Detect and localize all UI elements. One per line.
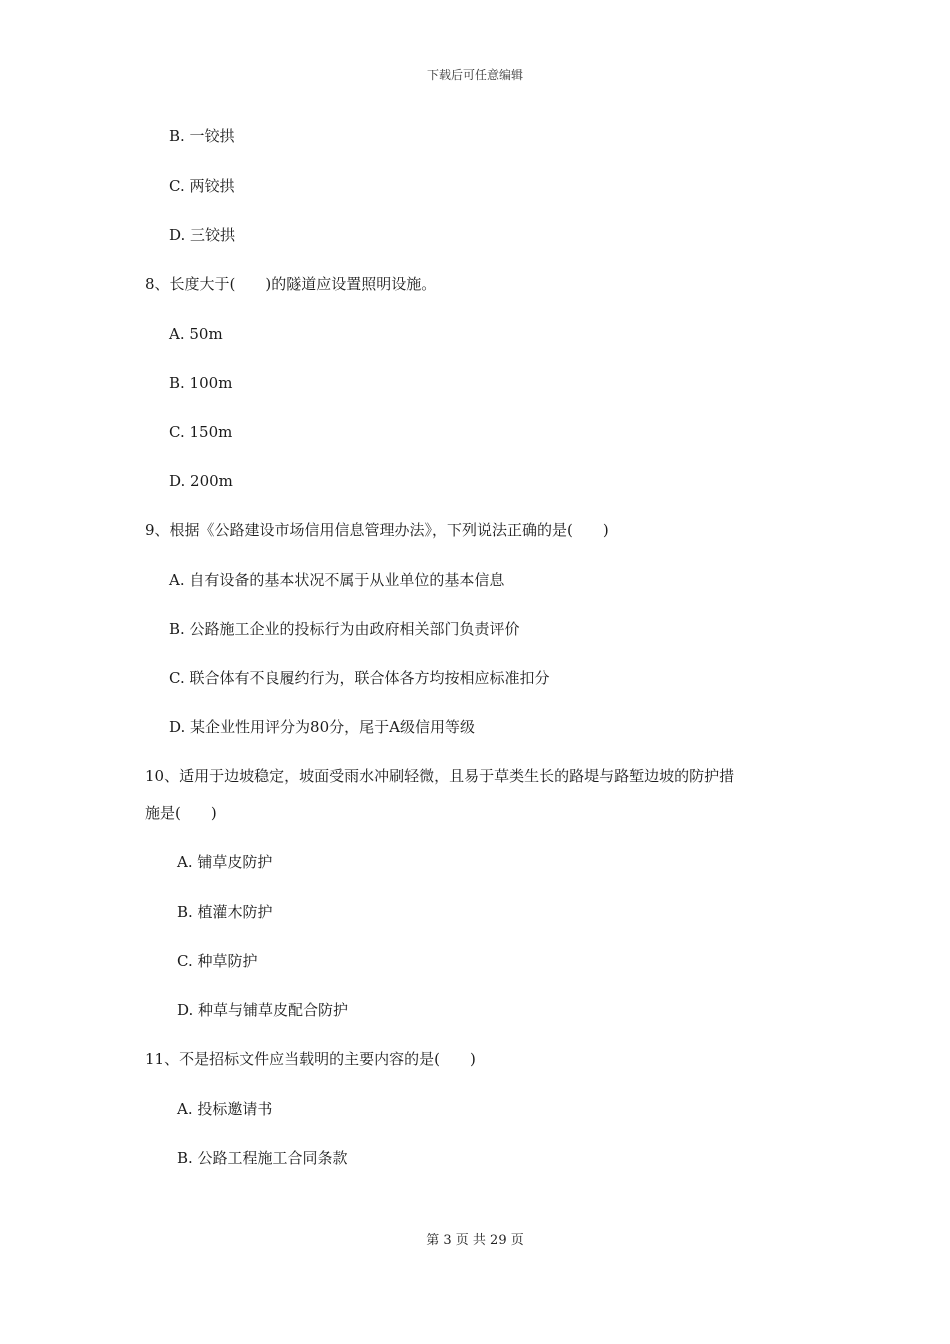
q7-option-b: B. 一铰拱 — [169, 127, 235, 145]
q10-stem-line1: 10、适用于边坡稳定，坡面受雨水冲刷轻微，且易于草类生长的路堤与路堑边坡的防护措 — [145, 767, 735, 785]
q8-option-b: B. 100m — [169, 374, 233, 392]
q9-option-c: C. 联合体有不良履约行为，联合体各方均按相应标准扣分 — [169, 669, 550, 687]
page-header-note: 下载后可任意编辑 — [426, 68, 523, 82]
q8-option-c: C. 150m — [169, 423, 233, 441]
q9-option-b: B. 公路施工企业的投标行为由政府相关部门负责评价 — [169, 620, 520, 638]
q10-stem-line2: 施是( ) — [145, 804, 217, 822]
q8-stem: 8、长度大于( )的隧道应设置照明设施。 — [145, 275, 437, 293]
page-number: 第 3 页 共 29 页 — [426, 1233, 524, 1248]
q10-option-a: A. 铺草皮防护 — [177, 853, 273, 871]
q9-option-a: A. 自有设备的基本状况不属于从业单位的基本信息 — [169, 571, 505, 589]
q8-option-a: A. 50m — [169, 325, 223, 343]
q11-option-b: B. 公路工程施工合同条款 — [177, 1149, 348, 1167]
q9-stem: 9、根据《公路建设市场信用信息管理办法》，下列说法正确的是( ) — [145, 521, 609, 539]
q10-option-c: C. 种草防护 — [177, 952, 258, 970]
q11-option-a: A. 投标邀请书 — [177, 1100, 273, 1118]
q7-option-d: D. 三铰拱 — [169, 226, 236, 244]
q10-option-d: D. 种草与铺草皮配合防护 — [177, 1001, 349, 1019]
q8-option-d: D. 200m — [169, 472, 233, 490]
q9-option-d: D. 某企业性用评分为80分，尾于A级信用等级 — [169, 718, 475, 736]
q11-stem: 11、不是招标文件应当载明的主要内容的是( ) — [145, 1050, 476, 1068]
q10-option-b: B. 植灌木防护 — [177, 903, 273, 921]
q7-option-c: C. 两铰拱 — [169, 177, 235, 195]
